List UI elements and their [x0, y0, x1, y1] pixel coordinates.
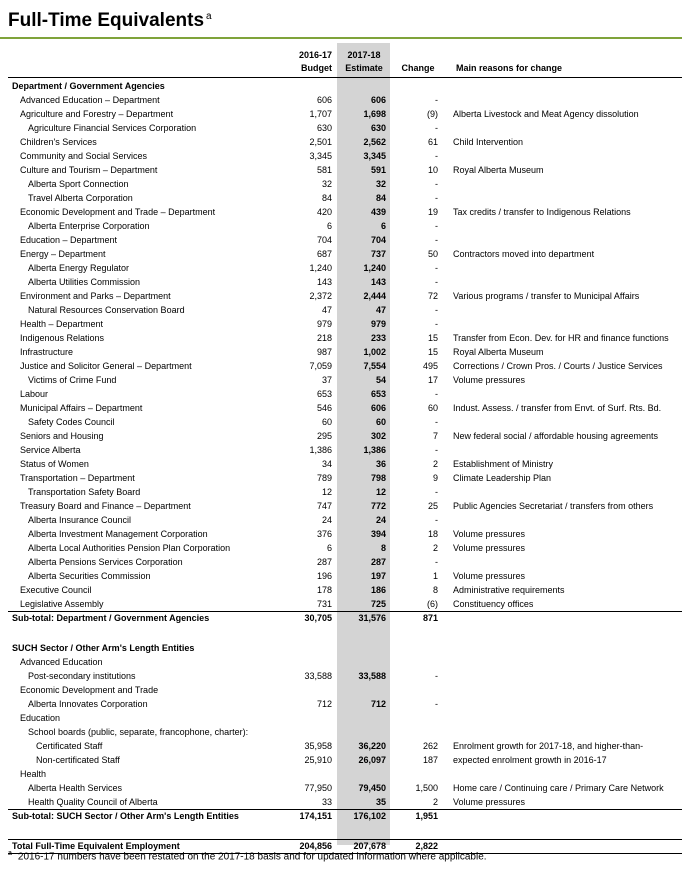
- row-estimate: 606: [370, 95, 386, 105]
- table-row: [0, 275, 690, 289]
- row-budget: 174,151: [299, 811, 332, 821]
- row-estimate: 143: [370, 277, 386, 287]
- row-change: 19: [427, 207, 438, 217]
- table-row: [0, 135, 690, 149]
- title-footnote-mark: a: [206, 11, 212, 22]
- row-change: 25: [427, 501, 438, 511]
- row-change: -: [435, 221, 438, 231]
- row-reason: Corrections / Crown Pros. / Courts / Justice Services: [453, 361, 663, 371]
- row-label: Community and Social Services: [20, 151, 148, 161]
- table-row: [0, 597, 690, 611]
- row-label: Energy – Department: [20, 249, 106, 259]
- row-label: Alberta Sport Connection: [28, 179, 129, 189]
- table-row: [0, 107, 690, 121]
- row-budget: 32: [321, 179, 332, 189]
- row-reason: Constituency offices: [453, 599, 534, 609]
- row-budget: 33: [321, 797, 332, 807]
- row-change: 495: [422, 361, 438, 371]
- table-row: [0, 683, 690, 697]
- row-estimate: 7,554: [363, 361, 386, 371]
- table-row: [0, 485, 690, 499]
- row-label: Alberta Innovates Corporation: [28, 699, 148, 709]
- row-change: 18: [427, 529, 438, 539]
- table-row: [0, 219, 690, 233]
- row-change: 1,500: [415, 783, 438, 793]
- row-change: 7: [432, 431, 438, 441]
- row-estimate: 36,220: [358, 741, 386, 751]
- row-budget: 3,345: [309, 151, 332, 161]
- table-row: [0, 121, 690, 135]
- row-change: 262: [422, 741, 438, 751]
- row-label: Alberta Energy Regulator: [28, 263, 130, 273]
- row-budget: 687: [316, 249, 332, 259]
- row-estimate: 712: [370, 699, 386, 709]
- row-budget: 1,707: [309, 109, 332, 119]
- row-change: 1,951: [415, 811, 438, 821]
- table-row: [0, 191, 690, 205]
- row-estimate: 12: [375, 487, 386, 497]
- row-estimate: 2,562: [363, 137, 386, 147]
- row-change: -: [435, 445, 438, 455]
- row-label: Alberta Investment Management Corporation: [28, 529, 208, 539]
- row-budget: 7,059: [309, 361, 332, 371]
- row-estimate: 197: [370, 571, 386, 581]
- row-budget: 789: [316, 473, 332, 483]
- row-estimate: 704: [370, 235, 386, 245]
- table-row: [0, 289, 690, 303]
- row-budget: 979: [316, 319, 332, 329]
- table-row: [0, 149, 690, 163]
- table-row: [0, 457, 690, 471]
- row-change: 50: [427, 249, 438, 259]
- table-row: [0, 387, 690, 401]
- row-label: Service Alberta: [20, 445, 81, 455]
- row-label: Alberta Health Services: [28, 783, 123, 793]
- row-reason: Volume pressures: [453, 797, 526, 807]
- row-estimate: 653: [370, 389, 386, 399]
- row-budget: 987: [316, 347, 332, 357]
- row-estimate: 54: [375, 375, 386, 385]
- table-row: [0, 641, 690, 655]
- row-reason: Child Intervention: [453, 137, 524, 147]
- row-budget: 295: [316, 431, 332, 441]
- row-label: Health: [20, 769, 47, 779]
- row-budget: 33,588: [304, 671, 332, 681]
- row-estimate: 176,102: [353, 811, 386, 821]
- row-change: -: [435, 235, 438, 245]
- row-label: Alberta Local Authorities Pension Plan Corporation: [28, 543, 231, 553]
- row-budget: 37: [321, 375, 332, 385]
- row-budget: 178: [316, 585, 332, 595]
- row-label: School boards (public, separate, francophone, charter):: [28, 727, 249, 737]
- row-estimate: 439: [370, 207, 386, 217]
- row-reason: Royal Alberta Museum: [453, 165, 544, 175]
- row-change: -: [435, 179, 438, 189]
- row-estimate: 798: [370, 473, 386, 483]
- table-row: [0, 359, 690, 373]
- row-estimate: 2,444: [363, 291, 386, 301]
- header-reasons: Main reasons for change: [456, 63, 563, 73]
- table-row: [0, 177, 690, 191]
- row-estimate: 394: [370, 529, 386, 539]
- row-reason: Volume pressures: [453, 571, 526, 581]
- row-estimate: 1,240: [363, 263, 386, 273]
- row-label: Status of Women: [20, 459, 89, 469]
- table-row: [0, 669, 690, 683]
- row-reason: Royal Alberta Museum: [453, 347, 544, 357]
- row-change: -: [435, 277, 438, 287]
- row-change: 2: [432, 543, 438, 553]
- row-reason: Indust. Assess. / transfer from Envt. of Surf. Rts. Bd.: [453, 403, 662, 413]
- row-estimate: 35: [375, 797, 386, 807]
- table-row: [0, 767, 690, 781]
- row-label: Economic Development and Trade – Department: [20, 207, 216, 217]
- row-label: Treasury Board and Finance – Department: [20, 501, 191, 511]
- row-change: -: [435, 699, 438, 709]
- row-label: Safety Codes Council: [28, 417, 115, 427]
- header-budget-year: 2016-17: [298, 50, 332, 60]
- row-label: Indigenous Relations: [20, 333, 105, 343]
- row-estimate: 36: [375, 459, 386, 469]
- row-budget: 2,501: [309, 137, 332, 147]
- row-reason: Various programs / transfer to Municipal Affairs: [453, 291, 640, 301]
- row-budget: 25,910: [304, 755, 332, 765]
- table-row: [0, 331, 690, 345]
- row-label: Environment and Parks – Department: [20, 291, 171, 301]
- row-label: Children's Services: [20, 137, 97, 147]
- row-label: Legislative Assembly: [20, 599, 104, 609]
- row-change: 72: [427, 291, 438, 301]
- row-label: Post-secondary institutions: [28, 671, 136, 681]
- row-estimate: 725: [370, 599, 386, 609]
- row-reason: expected enrolment growth in 2016-17: [453, 755, 607, 765]
- row-change: -: [435, 417, 438, 427]
- row-label: Health Quality Council of Alberta: [28, 797, 158, 807]
- footnote: [8, 850, 487, 862]
- row-estimate: 60: [375, 417, 386, 427]
- table-row: [0, 583, 690, 597]
- row-estimate: 302: [370, 431, 386, 441]
- row-change: 2,822: [415, 841, 438, 851]
- row-label: Health – Department: [20, 319, 104, 329]
- row-estimate: 32: [375, 179, 386, 189]
- row-change: -: [435, 95, 438, 105]
- row-label: Infrastructure: [20, 347, 74, 357]
- row-budget: 6: [326, 221, 332, 231]
- row-estimate: 1,386: [363, 445, 386, 455]
- table-row: [0, 555, 690, 569]
- row-budget: 581: [316, 165, 332, 175]
- table-row: [0, 739, 690, 753]
- row-reason: Transfer from Econ. Dev. for HR and finance functions: [453, 333, 669, 343]
- row-change: -: [435, 389, 438, 399]
- header-rule: [8, 77, 682, 78]
- row-estimate: 31,576: [358, 613, 386, 623]
- row-label: Department / Government Agencies: [12, 81, 165, 91]
- row-reason: New federal social / affordable housing agreements: [453, 431, 658, 441]
- row-budget: 712: [316, 699, 332, 709]
- row-budget: 84: [321, 193, 332, 203]
- row-change: (9): [427, 109, 438, 119]
- table-row: [0, 93, 690, 107]
- row-estimate: 979: [370, 319, 386, 329]
- table-row: [0, 317, 690, 331]
- row-label: Education: [20, 713, 61, 723]
- row-label: Alberta Pensions Services Corporation: [28, 557, 183, 567]
- row-label: Alberta Insurance Council: [28, 515, 132, 525]
- row-reason: Home care / Continuing care / Primary Care Network: [453, 783, 664, 793]
- row-change: 15: [427, 333, 438, 343]
- row-label: Victims of Crime Fund: [28, 375, 117, 385]
- row-estimate: 287: [370, 557, 386, 567]
- row-budget: 204,856: [299, 841, 332, 851]
- row-change: -: [435, 319, 438, 329]
- row-reason: Establishment of Ministry: [453, 459, 554, 469]
- row-estimate: 47: [375, 305, 386, 315]
- row-change: -: [435, 487, 438, 497]
- footnote-text: 2016-17 numbers have been restated on the 2017-18 basis and for updated information where applicable.: [17, 851, 487, 863]
- row-label: Transportation – Department: [20, 473, 135, 483]
- title-rule: [0, 37, 682, 39]
- row-change: -: [435, 263, 438, 273]
- row-budget: 60: [321, 417, 332, 427]
- row-reason: Administrative requirements: [453, 585, 565, 595]
- spacer-row: [0, 823, 690, 837]
- row-label: Non-certificated Staff: [36, 755, 120, 765]
- table-row: [0, 541, 690, 555]
- table-row: [0, 569, 690, 583]
- row-change: -: [435, 671, 438, 681]
- table-row: [0, 513, 690, 527]
- row-label: Executive Council: [20, 585, 92, 595]
- table-row: [0, 79, 690, 93]
- row-budget: 420: [316, 207, 332, 217]
- row-change: 1: [432, 571, 438, 581]
- row-label: Economic Development and Trade: [20, 685, 159, 695]
- row-label: Alberta Utilities Commission: [28, 277, 141, 287]
- row-estimate: 8: [380, 543, 386, 553]
- table-row: [0, 401, 690, 415]
- row-estimate: 233: [370, 333, 386, 343]
- row-estimate: 591: [370, 165, 386, 175]
- row-label: Transportation Safety Board: [28, 487, 141, 497]
- row-estimate: 772: [370, 501, 386, 511]
- row-change: 9: [432, 473, 438, 483]
- row-budget: 1,240: [309, 263, 332, 273]
- row-change: -: [435, 515, 438, 525]
- row-reason: Alberta Livestock and Meat Agency dissolution: [453, 109, 639, 119]
- row-label: Total Full-Time Equivalent Employment: [12, 841, 180, 851]
- table-row: [0, 795, 690, 809]
- table-row: [0, 711, 690, 725]
- row-estimate: 737: [370, 249, 386, 259]
- row-change: 61: [427, 137, 438, 147]
- row-label: Sub-total: Department / Government Agencies: [12, 613, 210, 623]
- row-estimate: 207,678: [353, 841, 386, 851]
- row-budget: 653: [316, 389, 332, 399]
- row-label: Labour: [20, 389, 49, 399]
- row-change: 10: [427, 165, 438, 175]
- row-change: 871: [422, 613, 438, 623]
- row-estimate: 26,097: [358, 755, 386, 765]
- row-label: Education – Department: [20, 235, 118, 245]
- row-estimate: 186: [370, 585, 386, 595]
- table-row: [0, 345, 690, 359]
- row-label: SUCH Sector / Other Arm's Length Entities: [12, 643, 195, 653]
- row-reason: Tax credits / transfer to Indigenous Relations: [453, 207, 631, 217]
- table-row: [0, 233, 690, 247]
- table-row: [0, 443, 690, 457]
- table-row: [0, 471, 690, 485]
- header-estimate-label: Estimate: [345, 63, 383, 73]
- row-change: 60: [427, 403, 438, 413]
- header-budget-label: Budget: [301, 63, 332, 73]
- table-row: [0, 725, 690, 739]
- table-row: [0, 753, 690, 767]
- row-label: Seniors and Housing: [20, 431, 104, 441]
- row-budget: 34: [321, 459, 332, 469]
- row-label: Agriculture Financial Services Corporation: [28, 123, 197, 133]
- table-row: [0, 697, 690, 711]
- row-change: -: [435, 151, 438, 161]
- footnote-mark: a: [8, 850, 12, 857]
- row-label: Sub-total: SUCH Sector / Other Arm's Length Entities: [12, 811, 239, 821]
- row-change: -: [435, 305, 438, 315]
- row-reason: Contractors moved into department: [453, 249, 595, 259]
- row-estimate: 606: [370, 403, 386, 413]
- row-label: Travel Alberta Corporation: [28, 193, 133, 203]
- row-change: 2: [432, 797, 438, 807]
- table-row: [0, 429, 690, 443]
- row-change: -: [435, 193, 438, 203]
- row-estimate: 6: [380, 221, 386, 231]
- row-budget: 12: [321, 487, 332, 497]
- table-row: [0, 303, 690, 317]
- table-row: [0, 163, 690, 177]
- page-title: [8, 10, 210, 32]
- table-row: [0, 499, 690, 513]
- row-budget: 376: [316, 529, 332, 539]
- row-change: 17: [427, 375, 438, 385]
- row-label: Agriculture and Forestry – Department: [20, 109, 174, 119]
- row-label: Alberta Enterprise Corporation: [28, 221, 150, 231]
- row-change: 2: [432, 459, 438, 469]
- row-estimate: 630: [370, 123, 386, 133]
- row-label: Municipal Affairs – Department: [20, 403, 143, 413]
- row-budget: 747: [316, 501, 332, 511]
- row-budget: 30,705: [304, 613, 332, 623]
- table-row: [0, 809, 690, 823]
- row-budget: 218: [316, 333, 332, 343]
- row-change: (6): [427, 599, 438, 609]
- header-change: Change: [401, 63, 435, 73]
- row-reason: Enrolment growth for 2017-18, and higher-than-: [453, 741, 644, 751]
- row-reason: Volume pressures: [453, 375, 526, 385]
- row-label: Culture and Tourism – Department: [20, 165, 158, 175]
- title-text: Full-Time Equivalents: [8, 10, 205, 31]
- header-estimate-year: 2017-18: [347, 50, 381, 60]
- row-label: Alberta Securities Commission: [28, 571, 151, 581]
- table-row: [0, 205, 690, 219]
- row-estimate: 3,345: [363, 151, 386, 161]
- spacer-row: [0, 625, 690, 639]
- row-estimate: 79,450: [358, 783, 386, 793]
- row-change: 8: [432, 585, 438, 595]
- table-row: [0, 373, 690, 387]
- row-budget: 77,950: [304, 783, 332, 793]
- row-budget: 24: [321, 515, 332, 525]
- row-reason: Public Agencies Secretariat / transfers from others: [453, 501, 654, 511]
- row-budget: 546: [316, 403, 332, 413]
- row-reason: Climate Leadership Plan: [453, 473, 552, 483]
- row-estimate: 1,698: [363, 109, 386, 119]
- row-change: -: [435, 557, 438, 567]
- row-budget: 606: [316, 95, 332, 105]
- table-row: [0, 527, 690, 541]
- row-reason: Volume pressures: [453, 543, 526, 553]
- row-budget: 704: [316, 235, 332, 245]
- row-budget: 143: [316, 277, 332, 287]
- row-budget: 287: [316, 557, 332, 567]
- row-estimate: 84: [375, 193, 386, 203]
- row-budget: 731: [316, 599, 332, 609]
- table-row: [0, 611, 690, 625]
- row-reason: Volume pressures: [453, 529, 526, 539]
- row-label: Advanced Education: [20, 657, 103, 667]
- row-label: Advanced Education – Department: [20, 95, 160, 105]
- row-label: Certificated Staff: [36, 741, 103, 751]
- row-budget: 35,958: [304, 741, 332, 751]
- row-change: 187: [422, 755, 438, 765]
- table-row: [0, 655, 690, 669]
- row-label: Justice and Solicitor General – Department: [20, 361, 192, 371]
- table-row: [0, 247, 690, 261]
- row-budget: 2,372: [309, 291, 332, 301]
- row-estimate: 24: [375, 515, 386, 525]
- table-row: [0, 781, 690, 795]
- row-change: -: [435, 123, 438, 133]
- row-budget: 1,386: [309, 445, 332, 455]
- row-estimate: 33,588: [358, 671, 386, 681]
- row-budget: 630: [316, 123, 332, 133]
- row-budget: 196: [316, 571, 332, 581]
- row-estimate: 1,002: [363, 347, 386, 357]
- table-row: [0, 415, 690, 429]
- table-row: [0, 261, 690, 275]
- row-budget: 6: [326, 543, 332, 553]
- row-budget: 47: [321, 305, 332, 315]
- row-label: Natural Resources Conservation Board: [28, 305, 185, 315]
- row-change: 15: [427, 347, 438, 357]
